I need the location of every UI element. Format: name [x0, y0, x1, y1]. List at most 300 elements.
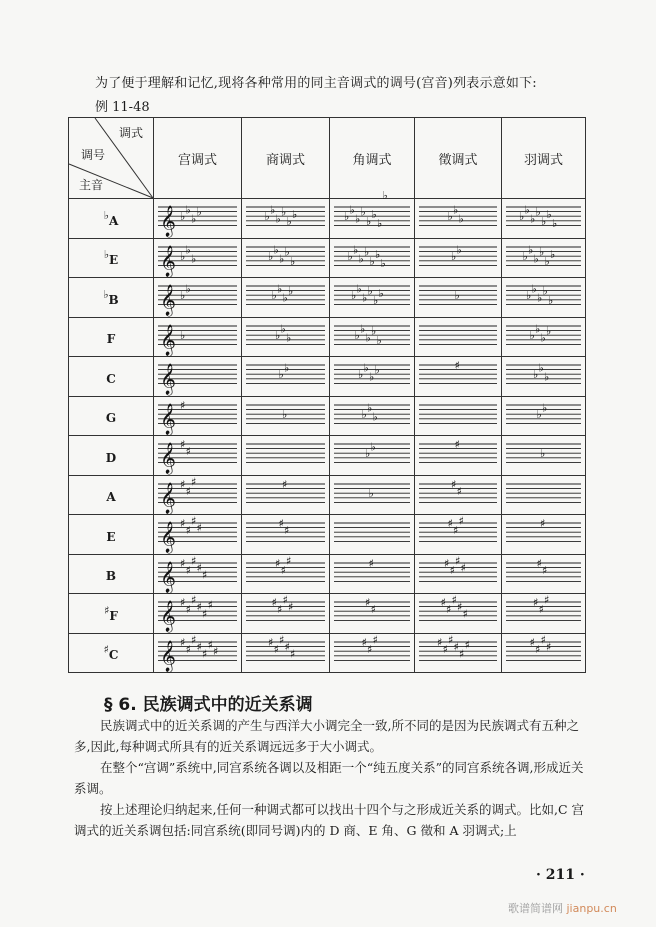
- svg-text:♯: ♯: [365, 596, 371, 610]
- staff-icon: [242, 318, 329, 356]
- svg-text:♭: ♭: [533, 252, 539, 266]
- table-row: [69, 278, 586, 318]
- svg-text:♭: ♭: [280, 322, 286, 336]
- svg-text:♭: ♭: [533, 368, 539, 382]
- staff-icon: [242, 397, 329, 435]
- watermark: [508, 900, 617, 916]
- svg-text:♯: ♯: [279, 633, 285, 647]
- svg-text:𝄞: 𝄞: [160, 640, 176, 672]
- watermark-en: jianpu.cn: [566, 902, 617, 915]
- tonic-label: B: [105, 569, 117, 584]
- staff-icon: [330, 239, 414, 277]
- svg-text:♯: ♯: [447, 517, 453, 531]
- staff-icon: [502, 594, 585, 632]
- key-signature-cell: [154, 317, 242, 357]
- svg-text:♯: ♯: [372, 633, 378, 647]
- svg-text:♭: ♭: [364, 245, 370, 259]
- svg-text:♭: ♭: [454, 289, 460, 303]
- svg-text:♯: ♯: [457, 600, 463, 614]
- svg-text:♭: ♭: [539, 245, 545, 259]
- key-signature-cell: [502, 238, 586, 278]
- key-signature-cell: [242, 475, 330, 515]
- svg-text:𝄞: 𝄞: [160, 403, 176, 435]
- staff-icon: [415, 278, 501, 316]
- svg-text:♭: ♭: [196, 205, 202, 219]
- staff-icon: [415, 436, 501, 474]
- svg-text:♯: ♯: [280, 563, 286, 577]
- svg-text:♯: ♯: [180, 477, 186, 491]
- key-signature-cell: [242, 515, 330, 555]
- mode-header-zhi: 徵调式: [415, 118, 502, 199]
- svg-text:♭: ♭: [361, 407, 367, 421]
- svg-text:♭: ♭: [453, 203, 459, 217]
- key-signature-cell: [154, 278, 242, 318]
- staff-icon: [330, 594, 414, 632]
- staff-icon: [330, 515, 414, 553]
- key-signature-cell: [330, 436, 415, 476]
- staff-icon: [242, 515, 329, 553]
- svg-text:♭: ♭: [546, 208, 552, 222]
- tonic-label: D: [105, 450, 117, 465]
- staff-icon: [502, 199, 585, 237]
- svg-text:♯: ♯: [191, 475, 197, 489]
- svg-text:♭: ♭: [382, 189, 388, 203]
- svg-text:♭: ♭: [376, 333, 382, 347]
- svg-text:♭: ♭: [277, 282, 283, 296]
- svg-text:♯: ♯: [446, 603, 452, 617]
- key-signature-cell: [415, 357, 502, 397]
- staff-icon: [242, 476, 329, 514]
- svg-text:♭: ♭: [538, 361, 544, 375]
- tonic-label: F: [106, 332, 116, 347]
- key-signature-cell: [502, 278, 586, 318]
- tonic-cell: [69, 594, 154, 634]
- staff-icon: [242, 634, 329, 672]
- key-signature-cell: [330, 594, 415, 634]
- svg-text:♯: ♯: [454, 438, 460, 452]
- svg-text:♯: ♯: [451, 477, 457, 491]
- svg-text:♭: ♭: [284, 245, 290, 259]
- corner-mode-label: 调式: [119, 126, 144, 140]
- staff-icon: [154, 594, 241, 632]
- svg-text:♯: ♯: [196, 640, 202, 654]
- svg-text:♭: ♭: [369, 370, 375, 384]
- svg-text:♭: ♭: [369, 254, 375, 268]
- staff-icon: [154, 199, 241, 237]
- svg-text:♯: ♯: [284, 640, 290, 654]
- staff-icon: [502, 357, 585, 395]
- table-row: [69, 633, 586, 673]
- tonic-cell: [69, 199, 154, 239]
- svg-text:♯: ♯: [448, 633, 454, 647]
- staff-icon: [415, 594, 501, 632]
- svg-text:♯: ♯: [202, 647, 208, 661]
- svg-text:♯: ♯: [213, 644, 219, 658]
- svg-text:♭: ♭: [355, 212, 361, 226]
- tonic-label: G: [105, 411, 117, 426]
- staff-icon: [415, 397, 501, 435]
- svg-text:♯: ♯: [282, 477, 288, 491]
- tonic-cell: [69, 317, 154, 357]
- svg-text:♯: ♯: [533, 596, 539, 610]
- svg-text:♭: ♭: [180, 210, 186, 224]
- tonic-label: A: [106, 490, 116, 505]
- tonic-cell: [69, 554, 154, 594]
- svg-text:♯: ♯: [191, 514, 197, 528]
- svg-text:♭: ♭: [278, 368, 284, 382]
- key-signature-cell: [415, 238, 502, 278]
- tonic-accidental: ♭: [103, 208, 109, 222]
- tonic-cell: [69, 357, 154, 397]
- svg-text:♯: ♯: [207, 598, 213, 612]
- staff-icon: [502, 436, 585, 474]
- svg-text:♭: ♭: [519, 210, 525, 224]
- tonic-label: A: [108, 213, 119, 228]
- key-signature-cell: [502, 396, 586, 436]
- svg-text:♭: ♭: [366, 215, 372, 229]
- svg-text:♯: ♯: [191, 633, 197, 647]
- key-signature-cell: [330, 396, 415, 436]
- tonic-cell: [69, 515, 154, 555]
- svg-text:♭: ♭: [288, 284, 294, 298]
- table-row: [69, 554, 586, 594]
- svg-text:♭: ♭: [544, 370, 550, 384]
- svg-text:♭: ♭: [540, 331, 546, 345]
- svg-text:♭: ♭: [356, 282, 362, 296]
- svg-text:♭: ♭: [380, 256, 386, 270]
- tonic-cell: [69, 278, 154, 318]
- staff-icon: [154, 436, 241, 474]
- svg-text:♯: ♯: [544, 593, 550, 607]
- key-signature-cell: [502, 199, 586, 239]
- svg-text:𝄞: 𝄞: [160, 442, 176, 474]
- staff-icon: [154, 476, 241, 514]
- staff-icon: [415, 476, 501, 514]
- staff-icon: [415, 199, 501, 237]
- svg-text:♭: ♭: [353, 243, 359, 257]
- key-signature-cell: [415, 475, 502, 515]
- svg-text:♯: ♯: [288, 600, 294, 614]
- key-signature-cell: [154, 238, 242, 278]
- svg-text:♭: ♭: [354, 328, 360, 342]
- svg-text:♭: ♭: [526, 289, 532, 303]
- section-heading: § 6. 民族调式中的近关系调: [104, 695, 313, 715]
- svg-text:𝄞: 𝄞: [160, 521, 176, 553]
- svg-text:♭: ♭: [349, 203, 355, 217]
- svg-text:♯: ♯: [278, 517, 284, 531]
- svg-text:♭: ♭: [351, 289, 357, 303]
- staff-icon: [154, 318, 241, 356]
- svg-text:♭: ♭: [286, 215, 292, 229]
- svg-text:♯: ♯: [540, 633, 546, 647]
- staff-icon: [502, 515, 585, 553]
- svg-text:♭: ♭: [180, 249, 186, 263]
- svg-text:♯: ♯: [529, 635, 535, 649]
- staff-icon: [415, 634, 501, 672]
- key-signature-cell: [154, 436, 242, 476]
- key-signature-cell: [502, 554, 586, 594]
- staff-icon: [242, 239, 329, 277]
- svg-text:♭: ♭: [536, 407, 542, 421]
- staff-icon: [154, 555, 241, 593]
- intro-text: 为了便于理解和记忆,现将各种常用的同主音调式的调号(宫音)列表示意如下:: [95, 76, 537, 91]
- svg-text:♯: ♯: [538, 603, 544, 617]
- key-signature-cell: [154, 396, 242, 436]
- key-signature-cell: [154, 515, 242, 555]
- svg-text:♯: ♯: [191, 554, 197, 568]
- paragraph-1: 民族调式中的近关系调的产生与西洋大小调完全一致,所不同的是因为民族调式有五种之多,因此,每种调式所具有的近关系调远远多于大小调式。: [74, 718, 579, 754]
- corner-tonic-label: 主音: [79, 178, 104, 192]
- mode-header-jue: 角调式: [330, 118, 415, 199]
- staff-icon: [502, 278, 585, 316]
- staff-icon: [154, 239, 241, 277]
- tonic-cell: [69, 475, 154, 515]
- svg-text:♭: ♭: [529, 328, 535, 342]
- staff-icon: [502, 239, 585, 277]
- svg-text:♭: ♭: [282, 291, 288, 305]
- tonic-cell: [69, 436, 154, 476]
- svg-text:♭: ♭: [546, 324, 552, 338]
- tonic-cell: [69, 633, 154, 673]
- staff-icon: [330, 397, 414, 435]
- svg-text:♭: ♭: [542, 284, 548, 298]
- key-signature-cell: [415, 436, 502, 476]
- svg-text:♭: ♭: [375, 247, 381, 261]
- key-signature-cell: [330, 238, 415, 278]
- svg-text:♭: ♭: [360, 322, 366, 336]
- staff-icon: [415, 239, 501, 277]
- key-signature-cell: [502, 317, 586, 357]
- svg-text:♭: ♭: [535, 322, 541, 336]
- key-signature-cell: [242, 199, 330, 239]
- svg-text:♭: ♭: [360, 205, 366, 219]
- svg-text:♯: ♯: [207, 638, 213, 652]
- svg-text:♯: ♯: [273, 642, 279, 656]
- staff-icon: [502, 318, 585, 356]
- svg-text:♭: ♭: [347, 249, 353, 263]
- svg-text:♭: ♭: [548, 294, 554, 308]
- svg-text:♭: ♭: [180, 289, 186, 303]
- svg-text:♯: ♯: [202, 568, 208, 582]
- svg-text:♭: ♭: [370, 440, 376, 454]
- svg-text:𝄞: 𝄞: [160, 600, 176, 632]
- key-signature-cell: [502, 633, 586, 673]
- svg-text:♭: ♭: [275, 212, 281, 226]
- svg-text:♭: ♭: [292, 208, 298, 222]
- svg-text:♭: ♭: [451, 249, 457, 263]
- svg-text:♯: ♯: [456, 484, 462, 498]
- key-signature-cell: [415, 633, 502, 673]
- svg-text:♯: ♯: [185, 445, 191, 459]
- mode-header-yu: 羽调式: [502, 118, 586, 199]
- svg-text:♯: ♯: [275, 556, 281, 570]
- svg-text:♭: ♭: [371, 208, 377, 222]
- svg-text:♭: ♭: [371, 324, 377, 338]
- svg-text:♯: ♯: [535, 642, 541, 656]
- svg-text:♭: ♭: [373, 294, 379, 308]
- key-signature-cell: [330, 317, 415, 357]
- svg-text:♭: ♭: [281, 205, 287, 219]
- svg-text:♯: ♯: [277, 603, 283, 617]
- svg-text:♯: ♯: [202, 607, 208, 621]
- staff-icon: [415, 318, 501, 356]
- key-signature-cell: [415, 278, 502, 318]
- key-signature-table: [68, 117, 586, 673]
- svg-text:♯: ♯: [185, 563, 191, 577]
- staff-icon: [330, 357, 414, 395]
- svg-text:♯: ♯: [180, 635, 186, 649]
- watermark-cn: 歌谱简谱网: [508, 902, 563, 915]
- key-signature-cell: [242, 633, 330, 673]
- svg-text:♯: ♯: [460, 561, 466, 575]
- svg-text:𝄞: 𝄞: [160, 561, 176, 593]
- svg-text:♭: ♭: [374, 363, 380, 377]
- table-row: [69, 317, 586, 357]
- svg-text:♯: ♯: [546, 640, 552, 654]
- staff-icon: [154, 634, 241, 672]
- table-row: [69, 594, 586, 634]
- svg-text:♭: ♭: [264, 210, 270, 224]
- svg-text:♭: ♭: [456, 243, 462, 257]
- svg-text:♯: ♯: [451, 593, 457, 607]
- svg-text:♯: ♯: [284, 524, 290, 538]
- svg-text:♭: ♭: [363, 361, 369, 375]
- key-signature-cell: [242, 238, 330, 278]
- svg-text:♭: ♭: [279, 252, 285, 266]
- tonic-label: B: [108, 292, 119, 307]
- staff-icon: [502, 555, 585, 593]
- svg-text:♭: ♭: [180, 328, 186, 342]
- svg-text:♭: ♭: [372, 410, 378, 424]
- svg-text:♭: ♭: [552, 217, 558, 231]
- svg-text:♭: ♭: [541, 215, 547, 229]
- staff-icon: [330, 476, 414, 514]
- svg-text:♯: ♯: [370, 603, 376, 617]
- svg-text:♭: ♭: [290, 254, 296, 268]
- svg-text:♭: ♭: [365, 447, 371, 461]
- staff-icon: [330, 634, 414, 672]
- key-signature-cell: [502, 475, 586, 515]
- tonic-label: F: [109, 608, 118, 623]
- key-signature-cell: [154, 554, 242, 594]
- svg-text:♯: ♯: [542, 563, 548, 577]
- svg-text:♯: ♯: [185, 524, 191, 538]
- svg-text:𝄞: 𝄞: [160, 482, 176, 514]
- svg-text:♯: ♯: [453, 640, 459, 654]
- svg-text:♭: ♭: [344, 210, 350, 224]
- svg-text:♭: ♭: [362, 291, 368, 305]
- table-row: [69, 199, 586, 239]
- svg-text:♯: ♯: [455, 554, 461, 568]
- tonic-label: E: [109, 253, 119, 268]
- staff-icon: [242, 436, 329, 474]
- svg-text:♯: ♯: [282, 593, 288, 607]
- key-signature-cell: [415, 515, 502, 555]
- tonic-label: C: [108, 648, 119, 663]
- svg-text:♭: ♭: [535, 205, 541, 219]
- svg-text:♯: ♯: [442, 642, 448, 656]
- tonic-accidental: ♭: [103, 248, 110, 262]
- staff-icon: [242, 357, 329, 395]
- svg-text:♭: ♭: [368, 486, 374, 500]
- svg-text:𝄞: 𝄞: [160, 324, 176, 356]
- staff-icon: [502, 397, 585, 435]
- staff-icon: [330, 555, 414, 593]
- key-signature-cell: [330, 554, 415, 594]
- staff-icon: [154, 397, 241, 435]
- svg-text:♭: ♭: [524, 203, 530, 217]
- table-row: [69, 238, 586, 278]
- svg-text:♯: ♯: [180, 398, 186, 412]
- staff-icon: [330, 436, 414, 474]
- svg-text:♭: ♭: [377, 217, 383, 231]
- key-signature-cell: [242, 278, 330, 318]
- key-signature-cell: [415, 594, 502, 634]
- svg-text:♯: ♯: [536, 556, 542, 570]
- key-signature-cell: [242, 357, 330, 397]
- svg-text:♯: ♯: [454, 359, 460, 373]
- key-signature-cell: [242, 554, 330, 594]
- svg-text:♭: ♭: [540, 447, 546, 461]
- example-label: 例 11-48: [95, 100, 150, 115]
- svg-text:♭: ♭: [550, 247, 556, 261]
- svg-text:♭: ♭: [544, 254, 550, 268]
- svg-text:♭: ♭: [358, 252, 364, 266]
- svg-text:♯: ♯: [180, 596, 186, 610]
- svg-text:♭: ♭: [530, 212, 536, 226]
- tonic-cell: [69, 396, 154, 436]
- svg-text:♭: ♭: [185, 282, 191, 296]
- table-row: [69, 396, 586, 436]
- key-signature-cell: [502, 436, 586, 476]
- svg-text:♯: ♯: [462, 607, 468, 621]
- key-signature-cell: [330, 633, 415, 673]
- key-signature-cell: [502, 357, 586, 397]
- staff-icon: [242, 199, 329, 237]
- svg-text:♭: ♭: [273, 243, 279, 257]
- svg-text:𝄞: 𝄞: [160, 284, 176, 316]
- svg-text:♭: ♭: [447, 210, 453, 224]
- key-signature-cell: [330, 357, 415, 397]
- svg-text:𝄞: 𝄞: [160, 245, 176, 277]
- corner-header: [69, 118, 154, 199]
- staff-icon: [415, 555, 501, 593]
- key-signature-cell: [415, 199, 502, 239]
- staff-icon: [330, 189, 414, 237]
- staff-icon: [154, 515, 241, 553]
- key-signature-cell: [502, 515, 586, 555]
- key-signature-cell: [330, 189, 415, 239]
- svg-text:♭: ♭: [185, 203, 191, 217]
- staff-icon: [242, 555, 329, 593]
- table-row: [69, 357, 586, 397]
- key-signature-cell: [242, 594, 330, 634]
- svg-text:♯: ♯: [185, 484, 191, 498]
- tonic-label: C: [106, 371, 116, 386]
- staff-icon: [330, 278, 414, 316]
- tonic-label: E: [106, 529, 116, 544]
- svg-text:♯: ♯: [191, 593, 197, 607]
- paragraph-3: 按上述理论归纳起来,任何一种调式都可以找出十四个与之形成近关系的调式。比如,C 宫调式的近关系调包括:同宫系统(即同号调)内的 D 商、E 角、G 徵和 A 羽调式;上: [74, 802, 584, 838]
- svg-text:♯: ♯: [180, 517, 186, 531]
- svg-text:♯: ♯: [185, 642, 191, 656]
- key-signature-cell: [330, 475, 415, 515]
- staff-icon: [242, 594, 329, 632]
- mode-header-gong: 宫调式: [154, 118, 242, 199]
- svg-text:♯: ♯: [453, 524, 459, 538]
- svg-text:𝄞: 𝄞: [160, 205, 176, 237]
- svg-text:♯: ♯: [361, 635, 367, 649]
